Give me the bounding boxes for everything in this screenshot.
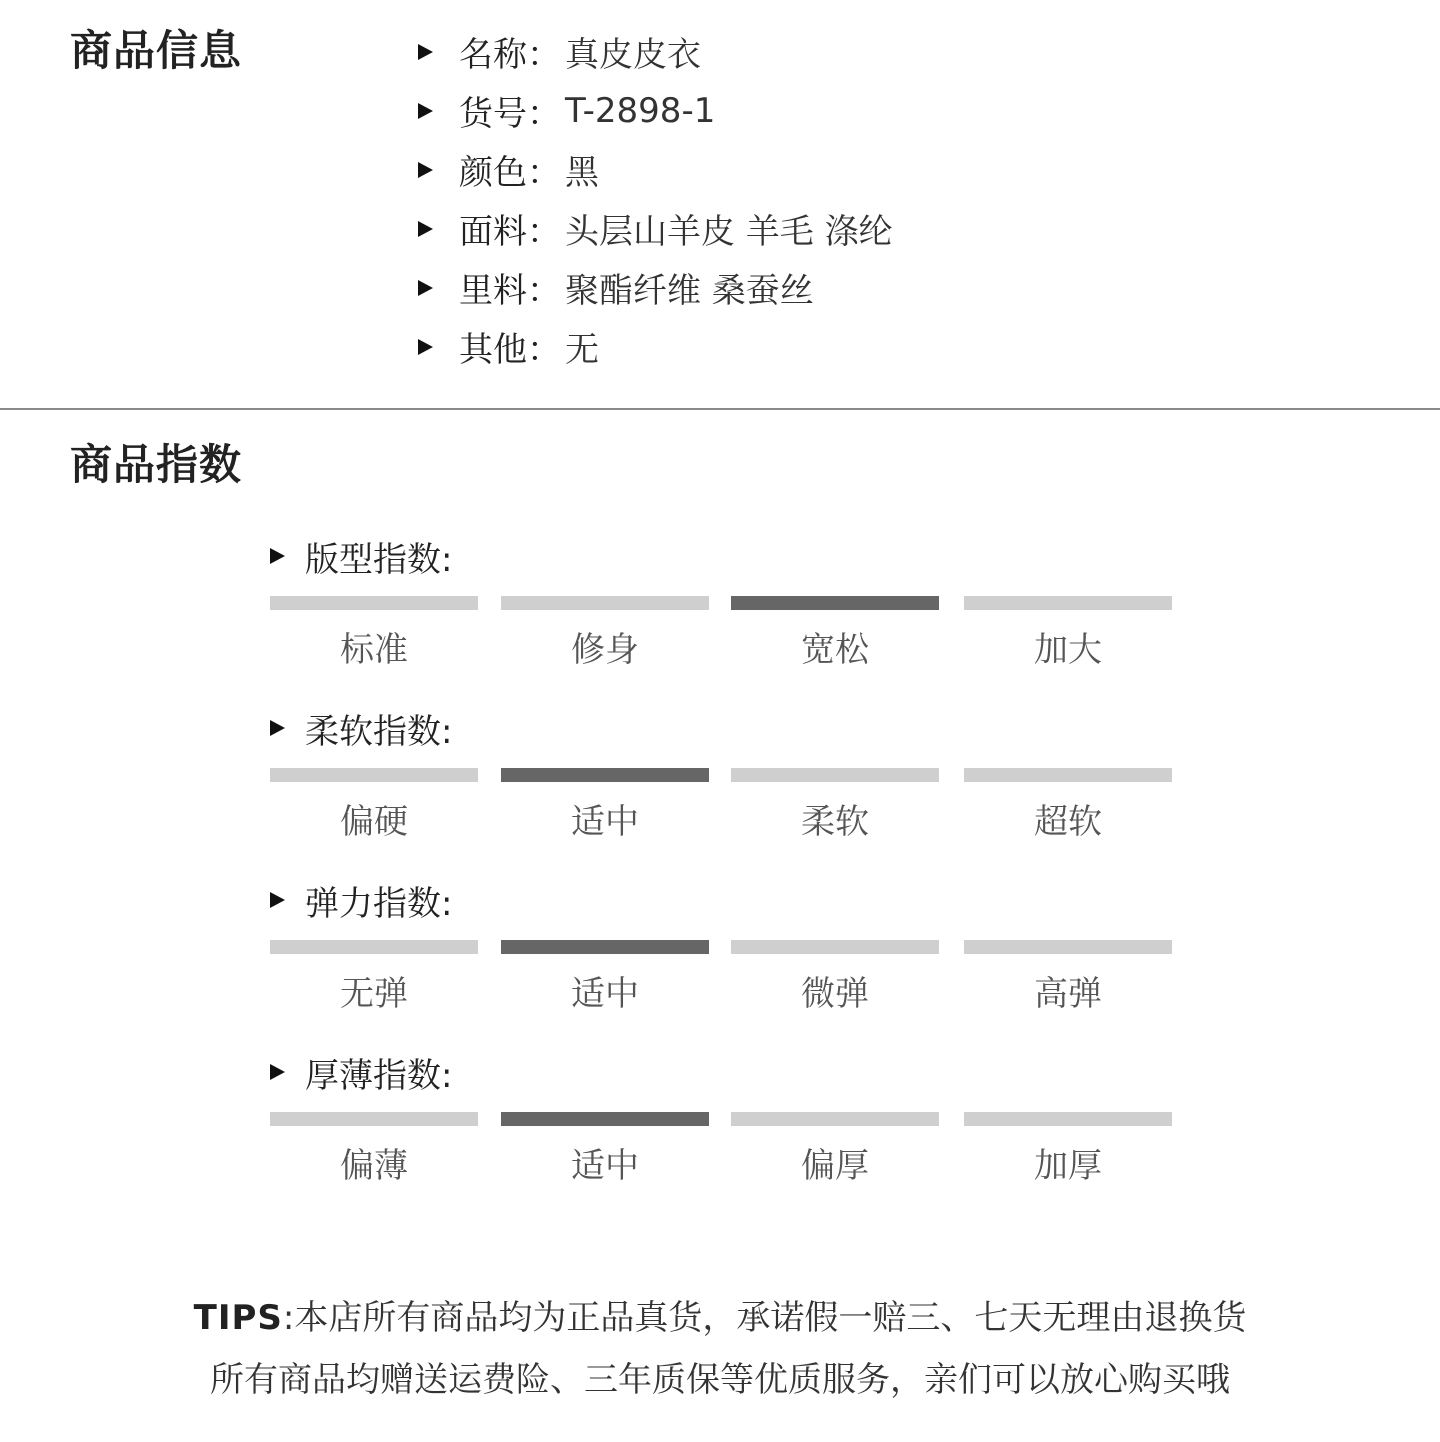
product-info-title: 商品信息 [70, 26, 243, 75]
scale-bar [731, 596, 939, 610]
scale-bar [270, 768, 478, 782]
product-index-title: 商品指数 [70, 440, 243, 489]
scale-option: 宽松 [801, 630, 869, 670]
bullet-triangle-icon [418, 280, 433, 296]
index-scale-bars [270, 768, 1180, 784]
scale-bar [501, 1112, 709, 1126]
scale-bar [270, 940, 478, 954]
scale-bar [964, 940, 1172, 954]
scale-option: 适中 [571, 802, 639, 842]
scale-bar [731, 768, 939, 782]
info-row-fabric [418, 199, 1318, 258]
scale-option: 偏薄 [340, 1146, 408, 1186]
info-key: 名称 [459, 35, 527, 75]
tips-text: 本店所有商品均为正品真货，承诺假一赔三、七天无理由退换货 [294, 1298, 1247, 1338]
index-scale-bars [270, 1112, 1180, 1128]
index-scale-options [270, 622, 1180, 672]
scale-bar [501, 768, 709, 782]
index-scale-options [270, 966, 1180, 1016]
bullet-triangle-icon [270, 892, 285, 908]
scale-option: 偏厚 [801, 1146, 869, 1186]
info-colon: ： [527, 94, 561, 134]
scale-bar [731, 940, 939, 954]
info-value: 无 [565, 330, 599, 370]
info-colon: ： [527, 271, 561, 311]
info-row-color [418, 140, 1318, 199]
scale-bar [501, 940, 709, 954]
product-info-list [418, 22, 1318, 376]
scale-option: 加厚 [1034, 1146, 1102, 1186]
info-value: T-2898-1 [565, 90, 716, 131]
scale-bar [731, 1112, 939, 1126]
index-label: 弹力指数: [305, 883, 453, 924]
scale-bar [501, 596, 709, 610]
index-label: 版型指数: [305, 539, 453, 580]
info-colon: ： [527, 153, 561, 193]
info-key: 面料 [459, 212, 527, 252]
scale-option: 偏硬 [340, 802, 408, 842]
index-group-thickness [270, 1050, 1180, 1188]
index-group-elasticity [270, 878, 1180, 1016]
scale-bar [964, 768, 1172, 782]
index-scale-bars [270, 940, 1180, 956]
section-divider [0, 408, 1440, 410]
scale-option: 柔软 [801, 802, 869, 842]
tips-line-2: 所有商品均赠送运费险、三年质保等优质服务，亲们可以放心购买哦 [210, 1360, 1230, 1400]
info-key: 颜色 [459, 153, 527, 193]
info-row-name [418, 22, 1318, 81]
tips-separator: : [282, 1298, 295, 1338]
info-value: 聚酯纤维 桑蚕丝 [565, 271, 814, 311]
scale-option: 无弹 [340, 974, 408, 1014]
scale-option: 适中 [571, 1146, 639, 1186]
scale-option: 超软 [1034, 802, 1102, 842]
info-value: 真皮皮衣 [565, 35, 701, 75]
scale-option: 标准 [340, 630, 408, 670]
index-scale-bars [270, 596, 1180, 612]
index-label-row [270, 534, 1180, 578]
tips-label: TIPS [193, 1298, 283, 1338]
index-label: 柔软指数: [305, 711, 453, 752]
index-label-row [270, 878, 1180, 922]
bullet-triangle-icon [418, 339, 433, 355]
bullet-triangle-icon [418, 162, 433, 178]
index-group-fit [270, 534, 1180, 672]
bullet-triangle-icon [270, 1064, 285, 1080]
info-value: 黑 [565, 153, 599, 193]
info-colon: ： [527, 212, 561, 252]
info-row-other [418, 317, 1318, 376]
info-key: 里料 [459, 271, 527, 311]
scale-option: 修身 [571, 630, 639, 670]
info-row-item-number [418, 81, 1318, 140]
info-key: 货号 [459, 94, 527, 134]
info-colon: ： [527, 35, 561, 75]
index-label-row [270, 1050, 1180, 1094]
bullet-triangle-icon [418, 221, 433, 237]
index-scale-options [270, 1138, 1180, 1188]
bullet-triangle-icon [418, 44, 433, 60]
bullet-triangle-icon [270, 548, 285, 564]
scale-bar [964, 596, 1172, 610]
scale-option: 加大 [1034, 630, 1102, 670]
index-label: 厚薄指数: [305, 1055, 453, 1096]
info-row-lining [418, 258, 1318, 317]
scale-option: 高弹 [1034, 974, 1102, 1014]
info-colon: ： [527, 330, 561, 370]
info-value: 头层山羊皮 羊毛 涤纶 [565, 212, 893, 252]
scale-bar [270, 1112, 478, 1126]
tips-line-1 [0, 1290, 1440, 1339]
index-scale-options [270, 794, 1180, 844]
info-key: 其他 [459, 330, 527, 370]
bullet-triangle-icon [418, 103, 433, 119]
scale-bar [270, 596, 478, 610]
index-label-row [270, 706, 1180, 750]
scale-option: 适中 [571, 974, 639, 1014]
bullet-triangle-icon [270, 720, 285, 736]
scale-bar [964, 1112, 1172, 1126]
index-group-softness [270, 706, 1180, 844]
scale-option: 微弹 [801, 974, 869, 1014]
